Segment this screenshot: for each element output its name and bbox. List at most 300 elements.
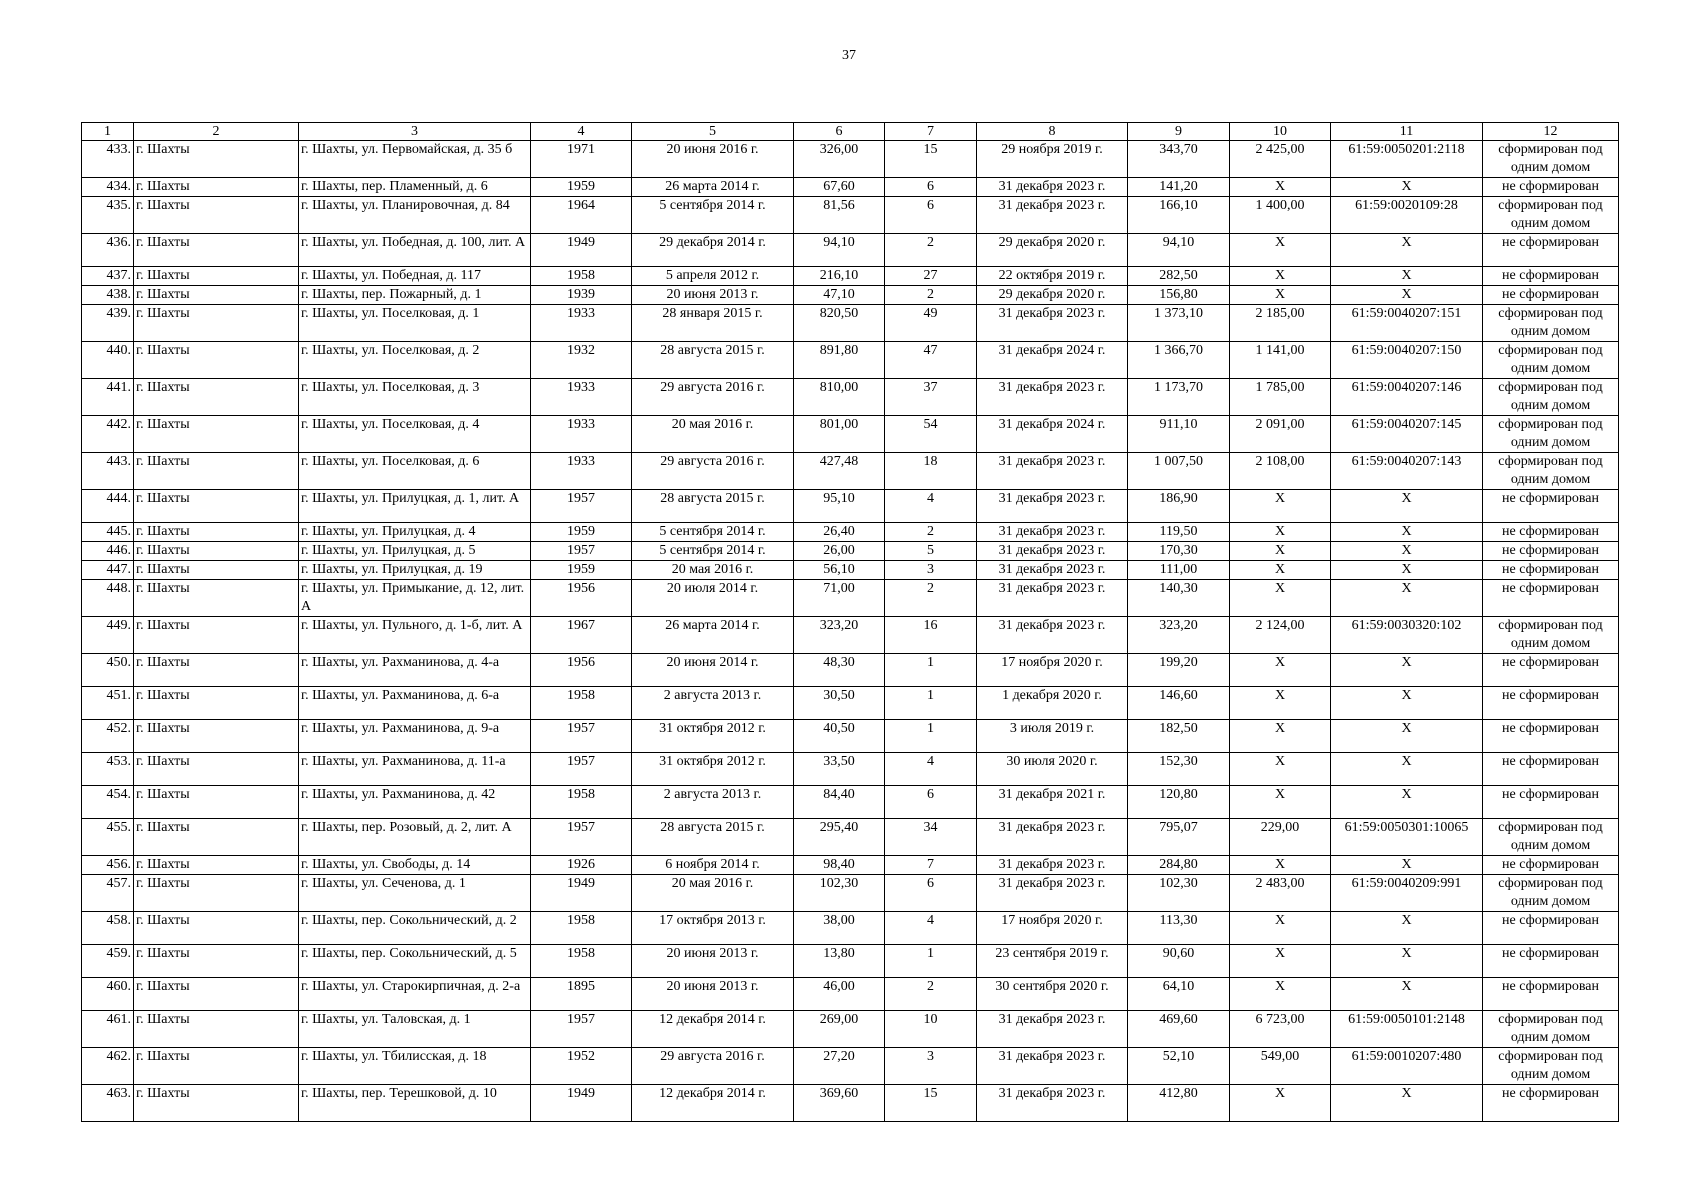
recognition-date-cell: 20 июля 2014 г.: [632, 580, 794, 617]
land-area-cell: X: [1230, 786, 1331, 819]
city-cell: г. Шахты: [134, 819, 299, 856]
year-built-cell: 1958: [531, 912, 632, 945]
column-header: 7: [885, 123, 977, 141]
total-area-cell: 90,60: [1128, 945, 1230, 978]
land-area-cell: 2 185,00: [1230, 305, 1331, 342]
resettlement-date-cell: 31 декабря 2023 г.: [977, 197, 1128, 234]
city-cell: г. Шахты: [134, 912, 299, 945]
resettlement-date-cell: 31 декабря 2023 г.: [977, 453, 1128, 490]
row-number: 441.: [82, 379, 134, 416]
resettlement-date-cell: 22 октября 2019 г.: [977, 267, 1128, 286]
land-status-cell: не сформирован: [1483, 687, 1619, 720]
column-header: 3: [299, 123, 531, 141]
total-area-cell: 102,30: [1128, 875, 1230, 912]
resettlement-date-cell: 31 декабря 2023 г.: [977, 1011, 1128, 1048]
land-status-cell: не сформирован: [1483, 490, 1619, 523]
residents-cell: 10: [885, 1011, 977, 1048]
row-number: 434.: [82, 178, 134, 197]
cadastral-number-cell: 61:59:0030320:102: [1331, 617, 1483, 654]
land-area-cell: X: [1230, 978, 1331, 1011]
land-status-cell: не сформирован: [1483, 912, 1619, 945]
area-cell: 46,00: [794, 978, 885, 1011]
year-built-cell: 1933: [531, 305, 632, 342]
year-built-cell: 1939: [531, 286, 632, 305]
recognition-date-cell: 20 мая 2016 г.: [632, 416, 794, 453]
land-status-cell: не сформирован: [1483, 286, 1619, 305]
address-cell: г. Шахты, ул. Пульного, д. 1-б, лит. А: [299, 617, 531, 654]
area-cell: 26,40: [794, 523, 885, 542]
address-cell: г. Шахты, ул. Планировочная, д. 84: [299, 197, 531, 234]
row-number: 450.: [82, 654, 134, 687]
cadastral-number-cell: 61:59:0020109:28: [1331, 197, 1483, 234]
resettlement-date-cell: 31 декабря 2023 г.: [977, 305, 1128, 342]
address-cell: г. Шахты, ул. Рахманинова, д. 4-а: [299, 654, 531, 687]
resettlement-date-cell: 17 ноября 2020 г.: [977, 654, 1128, 687]
address-cell: г. Шахты, ул. Первомайская, д. 35 б: [299, 141, 531, 178]
year-built-cell: 1971: [531, 141, 632, 178]
table-row: [82, 912, 1619, 945]
land-area-cell: X: [1230, 490, 1331, 523]
total-area-cell: 282,50: [1128, 267, 1230, 286]
residents-cell: 3: [885, 1048, 977, 1085]
row-number: 447.: [82, 561, 134, 580]
area-cell: 84,40: [794, 786, 885, 819]
table-row: [82, 141, 1619, 178]
residents-cell: 54: [885, 416, 977, 453]
cadastral-number-cell: X: [1331, 720, 1483, 753]
year-built-cell: 1933: [531, 453, 632, 490]
year-built-cell: 1956: [531, 580, 632, 617]
land-status-cell: не сформирован: [1483, 856, 1619, 875]
total-area-cell: 141,20: [1128, 178, 1230, 197]
resettlement-date-cell: 29 декабря 2020 г.: [977, 286, 1128, 305]
total-area-cell: 343,70: [1128, 141, 1230, 178]
address-cell: г. Шахты, ул. Рахманинова, д. 11-а: [299, 753, 531, 786]
row-number: 435.: [82, 197, 134, 234]
row-number: 459.: [82, 945, 134, 978]
cadastral-number-cell: X: [1331, 856, 1483, 875]
area-cell: 27,20: [794, 1048, 885, 1085]
resettlement-date-cell: 31 декабря 2023 г.: [977, 542, 1128, 561]
area-cell: 891,80: [794, 342, 885, 379]
row-number: 456.: [82, 856, 134, 875]
area-cell: 40,50: [794, 720, 885, 753]
land-area-cell: 229,00: [1230, 819, 1331, 856]
cadastral-number-cell: X: [1331, 687, 1483, 720]
area-cell: 323,20: [794, 617, 885, 654]
row-number: 457.: [82, 875, 134, 912]
city-cell: г. Шахты: [134, 490, 299, 523]
recognition-date-cell: 2 августа 2013 г.: [632, 786, 794, 819]
table-row: [82, 687, 1619, 720]
resettlement-date-cell: 29 ноября 2019 г.: [977, 141, 1128, 178]
city-cell: г. Шахты: [134, 197, 299, 234]
city-cell: г. Шахты: [134, 453, 299, 490]
address-cell: г. Шахты, ул. Прилуцкая, д. 19: [299, 561, 531, 580]
city-cell: г. Шахты: [134, 687, 299, 720]
year-built-cell: 1949: [531, 234, 632, 267]
land-area-cell: X: [1230, 267, 1331, 286]
land-area-cell: X: [1230, 1085, 1331, 1122]
address-cell: г. Шахты, ул. Старокирпичная, д. 2-а: [299, 978, 531, 1011]
land-area-cell: X: [1230, 580, 1331, 617]
year-built-cell: 1964: [531, 197, 632, 234]
column-header: 11: [1331, 123, 1483, 141]
table-body: [82, 141, 1619, 1122]
row-number: 451.: [82, 687, 134, 720]
area-cell: 38,00: [794, 912, 885, 945]
year-built-cell: 1957: [531, 819, 632, 856]
recognition-date-cell: 20 мая 2016 г.: [632, 875, 794, 912]
address-cell: г. Шахты, ул. Примыкание, д. 12, лит. А: [299, 580, 531, 617]
total-area-cell: 469,60: [1128, 1011, 1230, 1048]
total-area-cell: 140,30: [1128, 580, 1230, 617]
city-cell: г. Шахты: [134, 1085, 299, 1122]
land-status-cell: не сформирован: [1483, 786, 1619, 819]
column-header: 6: [794, 123, 885, 141]
total-area-cell: 412,80: [1128, 1085, 1230, 1122]
land-area-cell: 2 425,00: [1230, 141, 1331, 178]
city-cell: г. Шахты: [134, 945, 299, 978]
housing-registry-table: [81, 122, 1619, 1122]
area-cell: 95,10: [794, 490, 885, 523]
resettlement-date-cell: 31 декабря 2023 г.: [977, 617, 1128, 654]
resettlement-date-cell: 31 декабря 2023 г.: [977, 379, 1128, 416]
year-built-cell: 1949: [531, 875, 632, 912]
address-cell: г. Шахты, пер. Сокольнический, д. 2: [299, 912, 531, 945]
land-status-cell: не сформирован: [1483, 1085, 1619, 1122]
address-cell: г. Шахты, ул. Рахманинова, д. 9-а: [299, 720, 531, 753]
row-number: 460.: [82, 978, 134, 1011]
table-row: [82, 875, 1619, 912]
recognition-date-cell: 20 июня 2013 г.: [632, 945, 794, 978]
resettlement-date-cell: 23 сентября 2019 г.: [977, 945, 1128, 978]
row-number: 443.: [82, 453, 134, 490]
resettlement-date-cell: 31 декабря 2023 г.: [977, 856, 1128, 875]
residents-cell: 4: [885, 753, 977, 786]
year-built-cell: 1957: [531, 542, 632, 561]
residents-cell: 5: [885, 542, 977, 561]
address-cell: г. Шахты, ул. Тбилисская, д. 18: [299, 1048, 531, 1085]
residents-cell: 15: [885, 1085, 977, 1122]
resettlement-date-cell: 31 декабря 2023 г.: [977, 178, 1128, 197]
table-row: [82, 342, 1619, 379]
table-row: [82, 178, 1619, 197]
resettlement-date-cell: 17 ноября 2020 г.: [977, 912, 1128, 945]
land-area-cell: X: [1230, 234, 1331, 267]
resettlement-date-cell: 31 декабря 2023 г.: [977, 1048, 1128, 1085]
column-header: 1: [82, 123, 134, 141]
table-row: [82, 561, 1619, 580]
row-number: 446.: [82, 542, 134, 561]
area-cell: 26,00: [794, 542, 885, 561]
land-status-cell: сформирован под одним домом: [1483, 197, 1619, 234]
land-area-cell: 2 483,00: [1230, 875, 1331, 912]
cadastral-number-cell: 61:59:0010207:480: [1331, 1048, 1483, 1085]
land-area-cell: 6 723,00: [1230, 1011, 1331, 1048]
address-cell: г. Шахты, ул. Поселковая, д. 3: [299, 379, 531, 416]
table-row: [82, 197, 1619, 234]
table-row: [82, 617, 1619, 654]
recognition-date-cell: 12 декабря 2014 г.: [632, 1011, 794, 1048]
row-number: 452.: [82, 720, 134, 753]
year-built-cell: 1957: [531, 720, 632, 753]
area-cell: 30,50: [794, 687, 885, 720]
recognition-date-cell: 28 августа 2015 г.: [632, 490, 794, 523]
land-status-cell: не сформирован: [1483, 234, 1619, 267]
city-cell: г. Шахты: [134, 978, 299, 1011]
city-cell: г. Шахты: [134, 542, 299, 561]
address-cell: г. Шахты, ул. Прилуцкая, д. 4: [299, 523, 531, 542]
table-row: [82, 523, 1619, 542]
cadastral-number-cell: X: [1331, 786, 1483, 819]
recognition-date-cell: 29 декабря 2014 г.: [632, 234, 794, 267]
total-area-cell: 199,20: [1128, 654, 1230, 687]
city-cell: г. Шахты: [134, 720, 299, 753]
recognition-date-cell: 5 сентября 2014 г.: [632, 542, 794, 561]
cadastral-number-cell: X: [1331, 542, 1483, 561]
year-built-cell: 1959: [531, 523, 632, 542]
land-area-cell: 1 400,00: [1230, 197, 1331, 234]
area-cell: 13,80: [794, 945, 885, 978]
land-status-cell: не сформирован: [1483, 978, 1619, 1011]
recognition-date-cell: 31 октября 2012 г.: [632, 753, 794, 786]
recognition-date-cell: 6 ноября 2014 г.: [632, 856, 794, 875]
row-number: 458.: [82, 912, 134, 945]
residents-cell: 34: [885, 819, 977, 856]
recognition-date-cell: 17 октября 2013 г.: [632, 912, 794, 945]
total-area-cell: 113,30: [1128, 912, 1230, 945]
recognition-date-cell: 28 января 2015 г.: [632, 305, 794, 342]
land-status-cell: сформирован под одним домом: [1483, 379, 1619, 416]
city-cell: г. Шахты: [134, 342, 299, 379]
land-status-cell: не сформирован: [1483, 523, 1619, 542]
cadastral-number-cell: X: [1331, 945, 1483, 978]
address-cell: г. Шахты, ул. Поселковая, д. 4: [299, 416, 531, 453]
city-cell: г. Шахты: [134, 234, 299, 267]
residents-cell: 2: [885, 286, 977, 305]
city-cell: г. Шахты: [134, 580, 299, 617]
city-cell: г. Шахты: [134, 178, 299, 197]
cadastral-number-cell: X: [1331, 580, 1483, 617]
table-row: [82, 416, 1619, 453]
total-area-cell: 1 373,10: [1128, 305, 1230, 342]
area-cell: 48,30: [794, 654, 885, 687]
land-status-cell: сформирован под одним домом: [1483, 453, 1619, 490]
row-number: 444.: [82, 490, 134, 523]
cadastral-number-cell: X: [1331, 178, 1483, 197]
row-number: 454.: [82, 786, 134, 819]
recognition-date-cell: 20 июня 2016 г.: [632, 141, 794, 178]
area-cell: 81,56: [794, 197, 885, 234]
city-cell: г. Шахты: [134, 416, 299, 453]
column-header: 8: [977, 123, 1128, 141]
row-number: 433.: [82, 141, 134, 178]
residents-cell: 2: [885, 523, 977, 542]
land-status-cell: сформирован под одним домом: [1483, 1011, 1619, 1048]
residents-cell: 2: [885, 234, 977, 267]
total-area-cell: 111,00: [1128, 561, 1230, 580]
residents-cell: 18: [885, 453, 977, 490]
address-cell: г. Шахты, пер. Пламенный, д. 6: [299, 178, 531, 197]
total-area-cell: 323,20: [1128, 617, 1230, 654]
area-cell: 269,00: [794, 1011, 885, 1048]
residents-cell: 15: [885, 141, 977, 178]
table-row: [82, 819, 1619, 856]
city-cell: г. Шахты: [134, 267, 299, 286]
city-cell: г. Шахты: [134, 305, 299, 342]
recognition-date-cell: 5 сентября 2014 г.: [632, 197, 794, 234]
area-cell: 94,10: [794, 234, 885, 267]
land-area-cell: X: [1230, 523, 1331, 542]
land-status-cell: сформирован под одним домом: [1483, 141, 1619, 178]
land-status-cell: не сформирован: [1483, 542, 1619, 561]
total-area-cell: 94,10: [1128, 234, 1230, 267]
residents-cell: 6: [885, 875, 977, 912]
table-row: [82, 978, 1619, 1011]
table-row: [82, 720, 1619, 753]
column-header: 5: [632, 123, 794, 141]
land-area-cell: X: [1230, 856, 1331, 875]
cadastral-number-cell: X: [1331, 561, 1483, 580]
table-row: [82, 753, 1619, 786]
land-area-cell: X: [1230, 687, 1331, 720]
address-cell: г. Шахты, ул. Победная, д. 117: [299, 267, 531, 286]
residents-cell: 47: [885, 342, 977, 379]
residents-cell: 1: [885, 654, 977, 687]
cadastral-number-cell: X: [1331, 1085, 1483, 1122]
city-cell: г. Шахты: [134, 1048, 299, 1085]
year-built-cell: 1952: [531, 1048, 632, 1085]
cadastral-number-cell: 61:59:0050101:2148: [1331, 1011, 1483, 1048]
row-number: 453.: [82, 753, 134, 786]
area-cell: 67,60: [794, 178, 885, 197]
residents-cell: 6: [885, 786, 977, 819]
resettlement-date-cell: 31 декабря 2021 г.: [977, 786, 1128, 819]
recognition-date-cell: 26 марта 2014 г.: [632, 178, 794, 197]
land-status-cell: не сформирован: [1483, 178, 1619, 197]
land-status-cell: сформирован под одним домом: [1483, 305, 1619, 342]
column-header: 9: [1128, 123, 1230, 141]
recognition-date-cell: 28 августа 2015 г.: [632, 819, 794, 856]
year-built-cell: 1926: [531, 856, 632, 875]
resettlement-date-cell: 31 декабря 2024 г.: [977, 342, 1128, 379]
residents-cell: 27: [885, 267, 977, 286]
table-row: [82, 379, 1619, 416]
resettlement-date-cell: 31 декабря 2023 г.: [977, 875, 1128, 912]
table-row: [82, 945, 1619, 978]
land-area-cell: 1 141,00: [1230, 342, 1331, 379]
resettlement-date-cell: 31 декабря 2023 г.: [977, 561, 1128, 580]
total-area-cell: 1 173,70: [1128, 379, 1230, 416]
land-status-cell: сформирован под одним домом: [1483, 416, 1619, 453]
total-area-cell: 119,50: [1128, 523, 1230, 542]
land-area-cell: 2 091,00: [1230, 416, 1331, 453]
total-area-cell: 166,10: [1128, 197, 1230, 234]
column-header: 2: [134, 123, 299, 141]
table-row: [82, 856, 1619, 875]
cadastral-number-cell: 61:59:0040207:151: [1331, 305, 1483, 342]
year-built-cell: 1967: [531, 617, 632, 654]
cadastral-number-cell: 61:59:0040207:143: [1331, 453, 1483, 490]
city-cell: г. Шахты: [134, 856, 299, 875]
residents-cell: 49: [885, 305, 977, 342]
land-area-cell: 1 785,00: [1230, 379, 1331, 416]
recognition-date-cell: 29 августа 2016 г.: [632, 1048, 794, 1085]
land-area-cell: 549,00: [1230, 1048, 1331, 1085]
year-built-cell: 1895: [531, 978, 632, 1011]
cadastral-number-cell: 61:59:0040207:146: [1331, 379, 1483, 416]
recognition-date-cell: 28 августа 2015 г.: [632, 342, 794, 379]
total-area-cell: 120,80: [1128, 786, 1230, 819]
table-row: [82, 305, 1619, 342]
row-number: 449.: [82, 617, 134, 654]
city-cell: г. Шахты: [134, 141, 299, 178]
cadastral-number-cell: 61:59:0040207:145: [1331, 416, 1483, 453]
address-cell: г. Шахты, ул. Поселковая, д. 6: [299, 453, 531, 490]
year-built-cell: 1957: [531, 490, 632, 523]
city-cell: г. Шахты: [134, 379, 299, 416]
cadastral-number-cell: X: [1331, 912, 1483, 945]
land-status-cell: не сформирован: [1483, 945, 1619, 978]
cadastral-number-cell: X: [1331, 286, 1483, 305]
land-status-cell: сформирован под одним домом: [1483, 1048, 1619, 1085]
recognition-date-cell: 29 августа 2016 г.: [632, 453, 794, 490]
column-number-row: [82, 123, 1619, 141]
cadastral-number-cell: X: [1331, 654, 1483, 687]
row-number: 440.: [82, 342, 134, 379]
page-number: 37: [842, 48, 856, 63]
year-built-cell: 1959: [531, 561, 632, 580]
total-area-cell: 152,30: [1128, 753, 1230, 786]
cadastral-number-cell: X: [1331, 234, 1483, 267]
area-cell: 98,40: [794, 856, 885, 875]
table-row: [82, 1085, 1619, 1122]
total-area-cell: 64,10: [1128, 978, 1230, 1011]
row-number: 463.: [82, 1085, 134, 1122]
city-cell: г. Шахты: [134, 786, 299, 819]
residents-cell: 1: [885, 687, 977, 720]
land-area-cell: X: [1230, 542, 1331, 561]
land-area-cell: 2 124,00: [1230, 617, 1331, 654]
land-status-cell: сформирован под одним домом: [1483, 875, 1619, 912]
address-cell: г. Шахты, пер. Пожарный, д. 1: [299, 286, 531, 305]
land-area-cell: 2 108,00: [1230, 453, 1331, 490]
resettlement-date-cell: 31 декабря 2023 г.: [977, 819, 1128, 856]
cadastral-number-cell: 61:59:0040207:150: [1331, 342, 1483, 379]
city-cell: г. Шахты: [134, 1011, 299, 1048]
column-header: 4: [531, 123, 632, 141]
address-cell: г. Шахты, ул. Поселковая, д. 2: [299, 342, 531, 379]
residents-cell: 16: [885, 617, 977, 654]
cadastral-number-cell: X: [1331, 523, 1483, 542]
area-cell: 102,30: [794, 875, 885, 912]
area-cell: 71,00: [794, 580, 885, 617]
table-header: [82, 123, 1619, 141]
row-number: 462.: [82, 1048, 134, 1085]
year-built-cell: 1933: [531, 379, 632, 416]
table-row: [82, 267, 1619, 286]
cadastral-number-cell: X: [1331, 753, 1483, 786]
year-built-cell: 1932: [531, 342, 632, 379]
resettlement-date-cell: 31 декабря 2023 г.: [977, 1085, 1128, 1122]
land-status-cell: не сформирован: [1483, 561, 1619, 580]
address-cell: г. Шахты, пер. Розовый, д. 2, лит. А: [299, 819, 531, 856]
total-area-cell: 186,90: [1128, 490, 1230, 523]
column-header: 10: [1230, 123, 1331, 141]
area-cell: 295,40: [794, 819, 885, 856]
recognition-date-cell: 20 июня 2014 г.: [632, 654, 794, 687]
